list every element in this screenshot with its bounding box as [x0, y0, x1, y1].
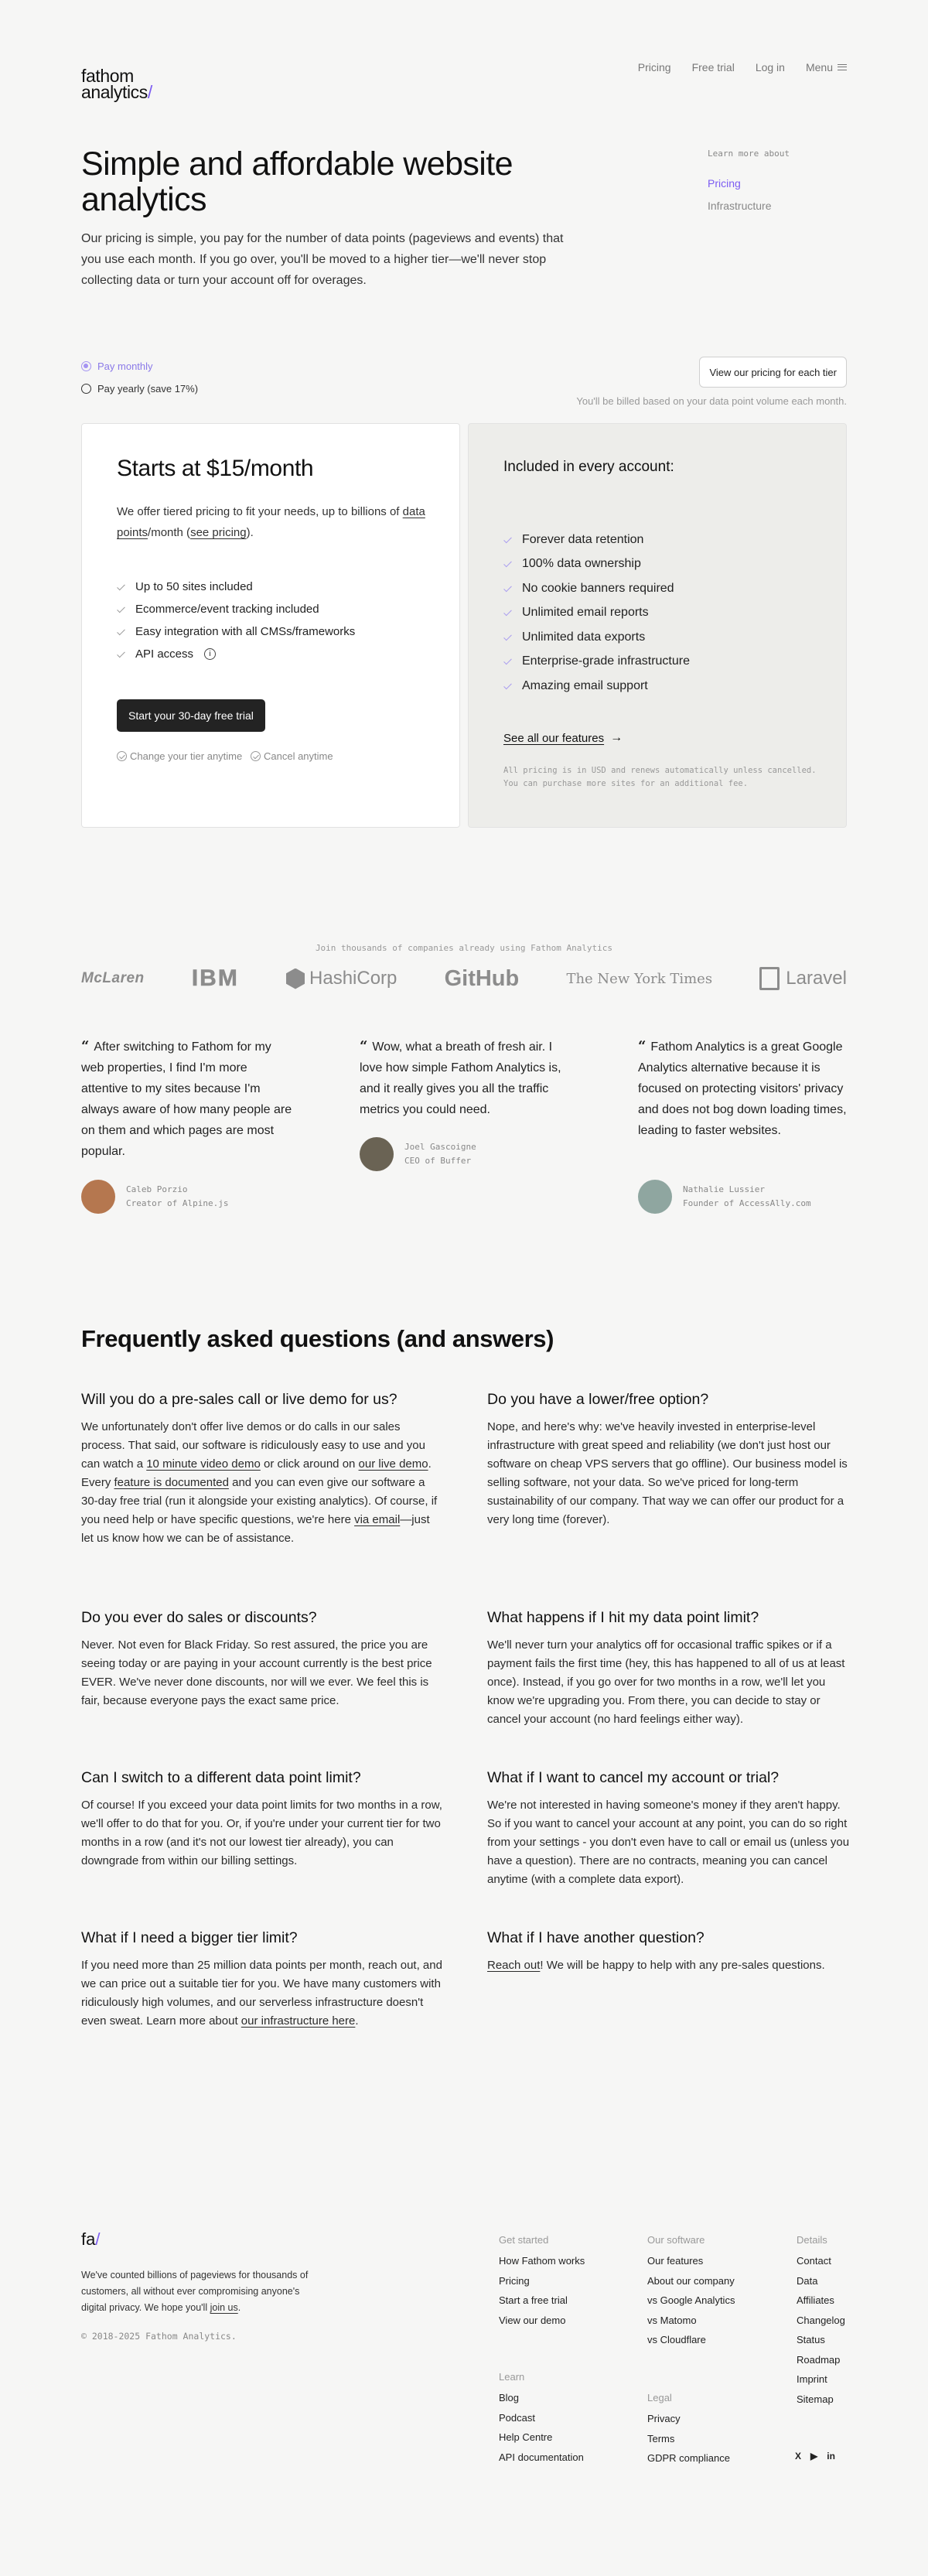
feature-label: Up to 50 sites included	[135, 580, 253, 593]
learn-more-heading: Learn more about	[708, 149, 790, 159]
logo-slash: /	[147, 82, 152, 102]
page-title: Simple and affordable website analytics	[81, 145, 513, 218]
footer-link[interactable]: Roadmap	[797, 2353, 841, 2366]
footer-link[interactable]: Podcast	[499, 2411, 535, 2424]
testimonial	[638, 1036, 853, 1141]
included-title: Included in every account:	[503, 459, 674, 475]
faq-question: Do you ever do sales or discounts?	[81, 1609, 317, 1626]
faq-answer	[487, 1956, 851, 1975]
copyright: © 2018-2025 Fathom Analytics.	[81, 2331, 237, 2342]
plan-description	[117, 501, 426, 543]
plan-desc-text: We offer tiered pricing to fit your needs, up to billions of	[117, 505, 403, 518]
list-item	[503, 674, 690, 699]
check-icon	[117, 583, 128, 591]
see-all-features-link[interactable]	[503, 731, 623, 745]
billed-note: You'll be billed based on your data point volume each month.	[576, 395, 847, 407]
faq-item	[487, 1929, 851, 1975]
check-icon	[503, 560, 514, 568]
footer-link[interactable]: vs Matomo	[647, 2314, 697, 2326]
testimonial	[360, 1036, 575, 1120]
pay-yearly-label: Pay yearly (save 17%)	[97, 383, 199, 395]
youtube-icon[interactable]: ▶	[810, 2451, 818, 2462]
check-icon	[503, 682, 514, 690]
plan-features	[117, 576, 355, 665]
footer-link[interactable]: API documentation	[499, 2451, 584, 2463]
list-item	[503, 625, 690, 650]
radio-monthly[interactable]	[81, 361, 91, 371]
data-points-link[interactable]: data points	[117, 505, 425, 539]
faq-answer: Never. Not even for Black Friday. So rest assured, the price you are seeing today or are paying in your account currently is the best price EVER. We've never done discounts, nor will we ever. We feel this is fair, because everyone pays the exact same price.	[81, 1638, 432, 1707]
author-name: Nathalie Lussier	[683, 1184, 765, 1194]
faq-question: Do you have a lower/free option?	[487, 1391, 709, 1408]
hashicorp-logo	[286, 968, 397, 989]
avatar	[360, 1137, 394, 1171]
footer-link[interactable]: Help Centre	[499, 2431, 553, 2443]
list-item	[117, 598, 355, 620]
included-card	[468, 423, 847, 828]
list-item	[503, 576, 690, 601]
infrastructure-link[interactable]: our infrastructure here	[241, 2014, 356, 2028]
footer-desc-end: .	[237, 2302, 241, 2313]
quote-icon: “	[638, 1038, 647, 1054]
faq-question: Will you do a pre-sales call or live demo for us?	[81, 1391, 397, 1408]
nav-menu-label: Menu	[805, 61, 833, 73]
testimonial-author	[81, 1180, 228, 1214]
testimonial-quote	[81, 1036, 296, 1162]
faq-question: What if I need a bigger tier limit?	[81, 1929, 298, 1946]
social-links	[795, 2451, 835, 2462]
answer-text: and you can even give our software a 30-day free trial (run it alongside your existing analytics). Of course, if you need help or have specific questions, we're here	[81, 1476, 438, 1526]
list-item	[117, 620, 355, 643]
laravel-logo	[759, 967, 847, 990]
faq-answer: Of course! If you exceed your data point limits for two months in a row, we'll offer to do that for you. Or, if you're under your current tier for two months in a row (and it's not our lowest tier already), you can downgrade from within our billing settings.	[81, 1799, 442, 1867]
check-icon	[503, 585, 514, 593]
list-item	[117, 576, 355, 598]
faq-question: What happens if I hit my data point limit?	[487, 1609, 759, 1626]
footer-link[interactable]: Contact	[797, 2255, 831, 2267]
cancel-note	[251, 750, 333, 762]
faq-item	[81, 1769, 445, 1871]
check-icon	[503, 536, 514, 544]
footer-link[interactable]: View our demo	[499, 2314, 566, 2326]
included-label: 100% data ownership	[522, 557, 641, 571]
footer-logo[interactable]	[81, 2229, 100, 2250]
answer-text: or click around on	[260, 1457, 359, 1471]
footer-link[interactable]: Pricing	[499, 2274, 530, 2287]
testimonial	[81, 1036, 296, 1162]
answer-text: We unfortunately don't offer live demos or do calls in our sales process. That said, our software is ridiculously easy to use and you can watch a	[81, 1420, 425, 1471]
hashicorp-wordmark: HashiCorp	[309, 968, 397, 989]
avatar	[81, 1180, 115, 1214]
nav-log-in[interactable]: Log in	[755, 61, 785, 73]
list-item	[503, 528, 690, 552]
faq-answer: We're not interested in having someone's money if they aren't happy. So if you want to cancel your account at any point, you can do so right from your settings - you don't even have to call or email us (unless you have a question). There are no contracts, meaning you can cancel anytime (with a complete data export).	[487, 1799, 850, 1886]
learn-link-infrastructure[interactable]: Infrastructure	[708, 200, 772, 212]
testimonial-quote	[360, 1036, 575, 1120]
mclaren-logo: McLaren	[81, 970, 145, 986]
faq-question: What if I have another question?	[487, 1929, 705, 1946]
github-logo: GitHub	[444, 965, 520, 991]
documentation-link[interactable]: feature is documented	[114, 1476, 229, 1489]
pay-monthly-option[interactable]	[81, 360, 153, 372]
check-circle-icon	[251, 751, 261, 761]
faq-item	[81, 1929, 445, 2031]
quote-text: Wow, what a breath of fresh air. I love how simple Fathom Analytics is, and it really gives you all the traffic metrics you could need.	[360, 1040, 561, 1116]
answer-text: .	[355, 2014, 359, 2028]
footer-link[interactable]: Changelog	[797, 2314, 845, 2326]
faq-item	[81, 1609, 445, 1710]
footer-link[interactable]: Blog	[499, 2392, 520, 2403]
check-icon	[117, 628, 128, 636]
arrow-right-icon: →	[610, 731, 623, 744]
plan-card	[81, 423, 460, 828]
footer-link[interactable]: Privacy	[647, 2413, 681, 2424]
footer-link[interactable]: How Fathom works	[499, 2255, 585, 2267]
see-pricing-link[interactable]: see pricing	[190, 526, 247, 539]
footer-description	[81, 2267, 313, 2316]
check-icon	[503, 658, 514, 665]
quote-icon: “	[360, 1038, 368, 1054]
testimonial-quote	[638, 1036, 853, 1141]
author-role: Creator of Alpine.js	[126, 1198, 229, 1208]
video-demo-link[interactable]: 10 minute video demo	[146, 1457, 261, 1471]
learn-link-pricing[interactable]: Pricing	[708, 177, 741, 190]
reach-out-link[interactable]: Reach out	[487, 1959, 541, 1972]
linkedin-icon[interactable]: in	[827, 2451, 835, 2462]
footer-col-learn	[499, 2371, 584, 2471]
top-nav	[638, 61, 847, 73]
plan-title: Starts at $15/month	[117, 456, 314, 481]
footer-link[interactable]: vs Google Analytics	[647, 2294, 735, 2306]
answer-text: ! We will be happy to help with any pre-sales questions.	[540, 1959, 825, 1972]
included-label: Enterprise-grade infrastructure	[522, 654, 690, 668]
nav-menu[interactable]	[806, 61, 847, 73]
logo[interactable]	[81, 68, 152, 101]
join-us-link[interactable]: join us	[210, 2302, 238, 2313]
testimonial-author	[638, 1180, 811, 1214]
customer-logos	[81, 961, 847, 996]
included-label: No cookie banners required	[522, 581, 674, 595]
faq-answer: Nope, and here's why: we've heavily invested in enterprise-level infrastructure with great speed and reliability (we don't just host our software on cheap VPS servers that go offline). Our business model is selling software, not your data. So we've priced for long-term sustainability of our company. That way we can offer our product for a very long time (forever).	[487, 1420, 848, 1526]
footer-desc-text: We've counted billions of pageviews for thousands of customers, all without ever compromising anyone's digital privacy. We hope you'll	[81, 2270, 309, 2313]
list-item	[117, 643, 355, 665]
answer-text: . Every	[81, 1457, 432, 1489]
footer-col-title: Details	[797, 2234, 827, 2246]
live-demo-link[interactable]: our live demo	[358, 1457, 428, 1471]
included-label: Unlimited data exports	[522, 630, 646, 644]
included-label: Amazing email support	[522, 678, 648, 692]
footer-col-title: Legal	[647, 2392, 672, 2403]
answer-text: If you need more than 25 million data points per month, reach out, and we can price out a suitable tier for you. We have many customers with ridiculously high volumes, and our serverless infrastructure doesn't even sweat. Learn more about	[81, 1959, 442, 2028]
customers-caption: Join thousands of companies already using Fathom Analytics	[315, 943, 613, 953]
footer-link[interactable]: Imprint	[797, 2373, 827, 2385]
radio-yearly[interactable]	[81, 384, 91, 394]
nav-free-trial[interactable]: Free trial	[691, 61, 735, 73]
author-role: Founder of AccessAlly.com	[683, 1198, 811, 1208]
info-icon[interactable]: i	[204, 648, 216, 660]
faq-question: Can I switch to a different data point limit?	[81, 1769, 361, 1786]
footer-col-title: Learn	[499, 2371, 525, 2383]
quote-icon: “	[81, 1038, 90, 1054]
included-label: Forever data retention	[522, 532, 644, 546]
faq-title: Frequently asked questions (and answers)	[81, 1325, 554, 1352]
view-pricing-button[interactable]: View our pricing for each tier	[699, 357, 847, 388]
pay-yearly-option[interactable]	[81, 383, 198, 395]
feature-label: API access	[135, 647, 194, 661]
footer-col-title: Get started	[499, 2234, 549, 2246]
footer-link[interactable]: vs Cloudflare	[647, 2334, 706, 2345]
faq-question: What if I want to cancel my account or trial?	[487, 1769, 780, 1786]
logo-line2: analytics	[81, 82, 148, 102]
footer-link[interactable]: Data	[797, 2274, 818, 2287]
footer-col-details	[797, 2234, 845, 2413]
included-features	[503, 528, 690, 699]
pay-monthly-label: Pay monthly	[97, 360, 153, 372]
see-all-label: See all our features	[503, 731, 605, 745]
faq-answer: We'll never turn your analytics off for occasional traffic spikes or if a payment fails the first time (hey, this has happened to all of us at least once). Instead, if you go over for two months in a row, we'll let you know we're upgrading you. From there, you can decide to stay or cancel your account (no hard feelings either way).	[487, 1638, 845, 1726]
cancel-label: Cancel anytime	[264, 750, 333, 762]
list-item	[503, 552, 690, 577]
footer-link[interactable]: GDPR compliance	[647, 2452, 730, 2464]
nyt-logo: The New York Times	[566, 970, 713, 987]
faq-item	[487, 1769, 851, 1889]
included-label: Unlimited email reports	[522, 606, 649, 620]
footer-link[interactable]: About our company	[647, 2274, 735, 2287]
hashicorp-icon	[286, 969, 305, 989]
feature-label: Easy integration with all CMSs/frameworks	[135, 625, 356, 638]
footer-logo-slash: /	[95, 2229, 101, 2249]
author-name: Joel Gascoigne	[404, 1142, 476, 1152]
plan-desc-mid: /month (	[148, 526, 191, 539]
footer-col-title: Our software	[647, 2234, 705, 2246]
footer-link[interactable]: Affiliates	[797, 2294, 834, 2306]
footer-col-get-started	[499, 2234, 585, 2334]
change-tier-label: Change your tier anytime	[130, 750, 243, 762]
check-icon	[503, 609, 514, 617]
check-icon	[117, 606, 128, 613]
list-item	[503, 601, 690, 626]
footer-link[interactable]: Sitemap	[797, 2393, 834, 2405]
check-icon	[117, 651, 128, 658]
footer-link[interactable]: Start a free trial	[499, 2294, 568, 2306]
footer-link[interactable]: Terms	[647, 2432, 675, 2444]
menu-icon	[838, 64, 847, 70]
quote-text: Fathom Analytics is a great Google Analytics alternative because it is focused on protecting visitors' privacy and does not bog down loading times, leading to faster websites.	[638, 1040, 847, 1137]
faq-item	[81, 1391, 445, 1548]
nav-pricing[interactable]: Pricing	[637, 61, 671, 73]
footer-link[interactable]: Status	[797, 2334, 825, 2345]
laravel-icon	[759, 967, 780, 990]
quote-text: After switching to Fathom for my web properties, I find I'm more attentive to my sites because I'm always aware of how many people are on them and which pages are most popular.	[81, 1040, 292, 1158]
x-icon[interactable]: X	[795, 2451, 802, 2462]
footer-link[interactable]: Our features	[647, 2255, 704, 2267]
footer-col-software	[647, 2234, 735, 2354]
faq-item	[487, 1609, 851, 1729]
fine-print: All pricing is in USD and renews automatically unless cancelled. You can purchase more sites for an additional fee.	[503, 766, 817, 788]
start-trial-button[interactable]: Start your 30-day free trial	[117, 699, 265, 732]
faq-answer	[81, 1956, 445, 2031]
ibm-logo: IBM	[191, 965, 239, 991]
feature-label: Ecommerce/event tracking included	[135, 603, 319, 616]
plan-desc-post: ).	[246, 526, 254, 539]
answer-text: —just let us know how we can be of assistance.	[81, 1513, 430, 1545]
author-name: Caleb Porzio	[126, 1184, 188, 1194]
logo-line1: fathom	[81, 66, 134, 86]
avatar	[638, 1180, 672, 1214]
email-link[interactable]: via email	[354, 1513, 401, 1526]
hero-lead: Our pricing is simple, you pay for the number of data points (pageviews and events) that you use each month. If you go over, you'll be moved to a higher tier—we'll never stop collecting data or turn your account off for overages.	[81, 232, 564, 287]
faq-answer	[81, 1418, 445, 1548]
check-circle-icon	[117, 751, 127, 761]
author-role: CEO of Buffer	[404, 1156, 472, 1166]
footer-col-legal	[647, 2392, 730, 2472]
list-item	[503, 650, 690, 675]
faq-item	[487, 1391, 851, 1529]
laravel-wordmark: Laravel	[786, 968, 847, 989]
footer-logo-text: fa	[81, 2229, 96, 2249]
check-icon	[503, 634, 514, 641]
testimonial-author	[360, 1137, 476, 1171]
change-tier-note	[117, 750, 242, 762]
